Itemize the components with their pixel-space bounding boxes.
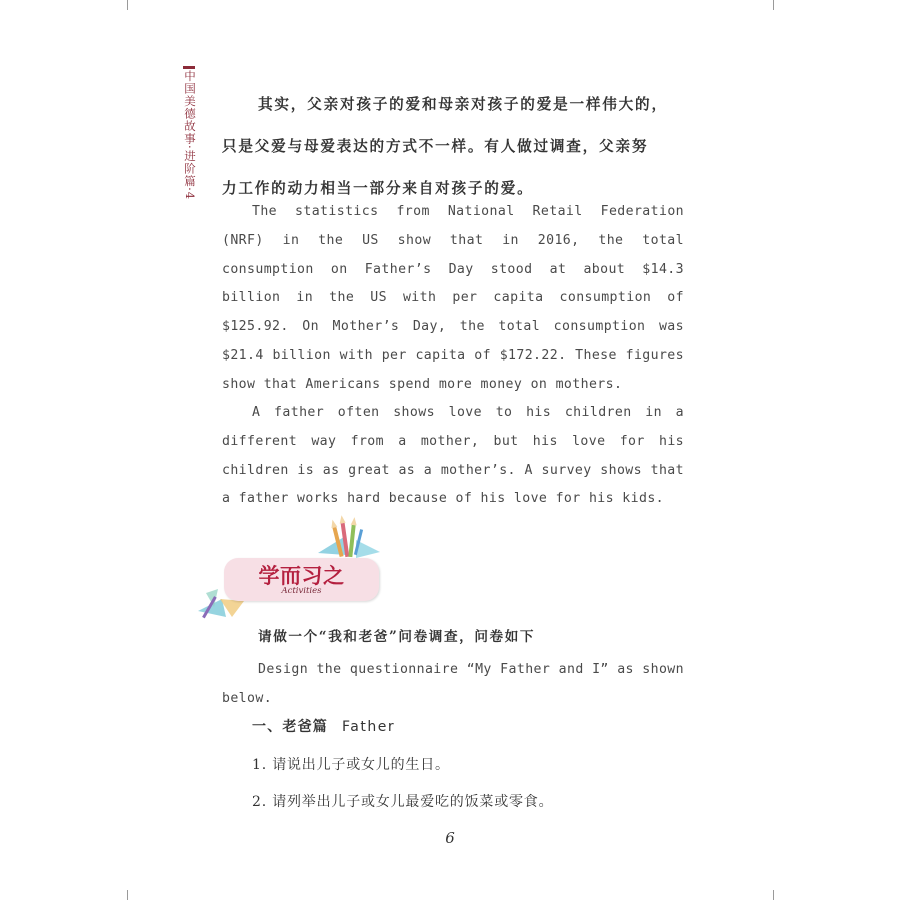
section-heading-father [252, 716, 395, 736]
activities-label [224, 558, 379, 601]
side-running-title: 中国美德故事·进阶篇·4 [183, 70, 197, 201]
section-heading-cn: 一、老爸篇 [252, 719, 328, 735]
page-number: 6 [445, 829, 455, 847]
question-item-2: 2. 请列举出儿子或女儿最爱吃的饭菜或零食。 [252, 794, 554, 810]
activities-subtitle: Activities [281, 586, 322, 596]
task-instruction-en: Design the questionnaire “My Father and I” as shown below. [222, 662, 684, 706]
english-paragraph-father-love: A father often shows love to his children in a different way from a mother, but his love for his children is as great as a mother’s. A survey shows that a father works hard because of his love for his kids. [222, 405, 684, 507]
crop-mark-bottom-right [773, 890, 774, 900]
task-instruction-cn: 请做一个“我和老爸”问卷调查，问卷如下 [258, 629, 536, 645]
crop-mark-bottom-left [127, 890, 128, 900]
crop-mark-top-right [773, 0, 774, 10]
english-paragraph-statistics: The statistics from National Retail Federation (NRF) in the US show that in 2016, the total consumption on Father’s Day stood at about $14.3 billion in the US with per capita consumption of $125.92. On Mother’s Day, the total consumption was $21.4 billion with per capita of $172.22. These figures show that Americans spend more money on mothers. [222, 204, 684, 392]
chinese-paragraph [222, 84, 682, 210]
side-title-marker [183, 66, 195, 69]
chinese-line-1: 其实，父亲对孩子的爱和母亲对孩子的爱是一样伟大的， [258, 96, 668, 113]
activities-banner [196, 515, 396, 625]
chinese-line-3: 力工作的动力相当一部分来自对孩子的爱。 [222, 180, 534, 197]
activities-title: 学而习之 [258, 564, 345, 588]
chinese-line-2: 只是父爱与母爱表达的方式不一样。有人做过调查，父亲努 [222, 138, 649, 155]
crop-mark-top-left [127, 0, 128, 10]
section-heading-en: Father [342, 719, 396, 735]
question-item-1: 1. 请说出儿子或女儿的生日。 [252, 757, 450, 773]
